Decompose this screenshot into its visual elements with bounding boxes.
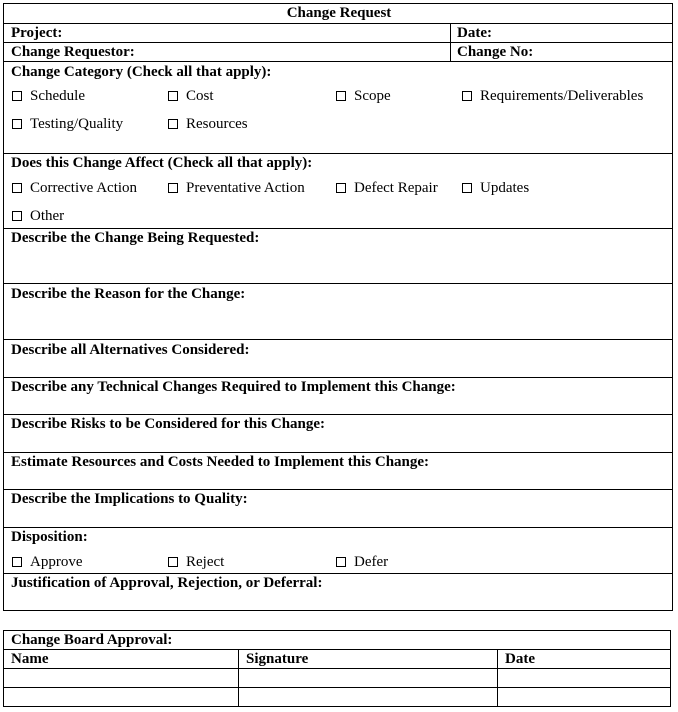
describe-technical-field[interactable] [4, 397, 672, 413]
checkbox[interactable] [168, 557, 178, 567]
date-label: Date: [457, 25, 492, 41]
change-requestor-label: Change Requestor: [11, 44, 135, 60]
describe-change-label: Describe the Change Being Requested: [11, 230, 260, 246]
affect-option-preventative-action[interactable] [168, 179, 305, 197]
disposition-option-reject[interactable] [168, 553, 224, 571]
divider [3, 339, 673, 340]
describe-reason-label: Describe the Reason for the Change: [11, 286, 246, 302]
affect-option-updates[interactable] [462, 179, 529, 197]
approval-row-1-date[interactable] [498, 669, 670, 686]
approval-row-1-name[interactable] [4, 669, 237, 686]
approval-row-1-signature[interactable] [239, 669, 496, 686]
describe-alternatives-label: Describe all Alternatives Considered: [11, 342, 250, 358]
category-option-cost[interactable] [168, 87, 214, 105]
column-header-date: Date [505, 651, 535, 667]
option-label: Cost [186, 88, 214, 104]
column-header-signature: Signature [246, 651, 309, 667]
disposition-heading: Disposition: [11, 529, 88, 545]
change-no-field[interactable] [545, 43, 670, 61]
change-requestor-field[interactable] [150, 43, 448, 61]
checkbox[interactable] [12, 557, 22, 567]
describe-quality-field[interactable] [4, 509, 672, 526]
change-board-approval-heading: Change Board Approval: [11, 632, 173, 648]
option-label: Other [30, 208, 65, 224]
option-label: Requirements/Deliverables [480, 88, 644, 104]
affect-option-other[interactable] [12, 207, 64, 225]
option-label: Defect Repair [354, 180, 438, 196]
option-label: Resources [186, 116, 248, 132]
checkbox[interactable] [168, 119, 178, 129]
category-option-requirements[interactable] [462, 87, 643, 105]
describe-risks-field[interactable] [4, 434, 672, 451]
option-label: Defer [354, 554, 389, 570]
option-label: Scope [354, 88, 391, 104]
option-label: Approve [30, 554, 83, 570]
describe-technical-label: Describe any Technical Changes Required to Implement this Change: [11, 379, 456, 395]
form-title: Change Request [286, 5, 392, 21]
option-label: Testing/Quality [30, 116, 124, 132]
category-option-testing-quality[interactable] [12, 115, 123, 133]
justification-field[interactable] [4, 593, 672, 609]
disposition-option-approve[interactable] [12, 553, 83, 571]
option-label: Schedule [30, 88, 85, 104]
describe-change-field[interactable] [4, 248, 672, 282]
option-label: Preventative Action [186, 180, 305, 196]
category-option-scope[interactable] [336, 87, 391, 105]
option-label: Corrective Action [30, 180, 138, 196]
checkbox[interactable] [12, 91, 22, 101]
approval-row-2-date[interactable] [498, 688, 670, 706]
date-field[interactable] [500, 24, 670, 42]
project-field[interactable] [80, 24, 448, 42]
divider [3, 527, 673, 528]
estimate-resources-label: Estimate Resources and Costs Needed to Implement this Change: [11, 454, 430, 470]
category-option-schedule[interactable] [12, 87, 85, 105]
project-label: Project: [11, 25, 63, 41]
option-label: Reject [186, 554, 225, 570]
divider [3, 283, 673, 284]
checkbox[interactable] [336, 557, 346, 567]
change-category-heading: Change Category (Check all that apply): [11, 64, 272, 80]
checkbox[interactable] [168, 183, 178, 193]
checkbox[interactable] [336, 91, 346, 101]
affect-option-corrective-action[interactable] [12, 179, 137, 197]
checkbox[interactable] [336, 183, 346, 193]
checkbox[interactable] [12, 119, 22, 129]
estimate-resources-field[interactable] [4, 472, 672, 488]
checkbox[interactable] [12, 211, 22, 221]
describe-alternatives-field[interactable] [4, 360, 672, 376]
affect-option-defect-repair[interactable] [336, 179, 438, 197]
column-header-name: Name [11, 651, 49, 667]
change-affect-heading: Does this Change Affect (Check all that apply): [11, 155, 313, 171]
category-option-resources[interactable] [168, 115, 248, 133]
checkbox[interactable] [168, 91, 178, 101]
approval-row-2-signature[interactable] [239, 688, 496, 706]
approval-row-2-name[interactable] [4, 688, 237, 706]
disposition-option-defer[interactable] [336, 553, 388, 571]
describe-reason-field[interactable] [4, 304, 672, 338]
checkbox[interactable] [12, 183, 22, 193]
checkbox[interactable] [462, 183, 472, 193]
describe-quality-label: Describe the Implications to Quality: [11, 491, 248, 507]
option-label: Updates [480, 180, 530, 196]
change-no-label: Change No: [457, 44, 534, 60]
divider [3, 649, 671, 650]
justification-label: Justification of Approval, Rejection, or Deferral: [11, 575, 323, 591]
checkbox[interactable] [462, 91, 472, 101]
describe-risks-label: Describe Risks to be Considered for this Change: [11, 416, 326, 432]
divider [3, 61, 673, 62]
